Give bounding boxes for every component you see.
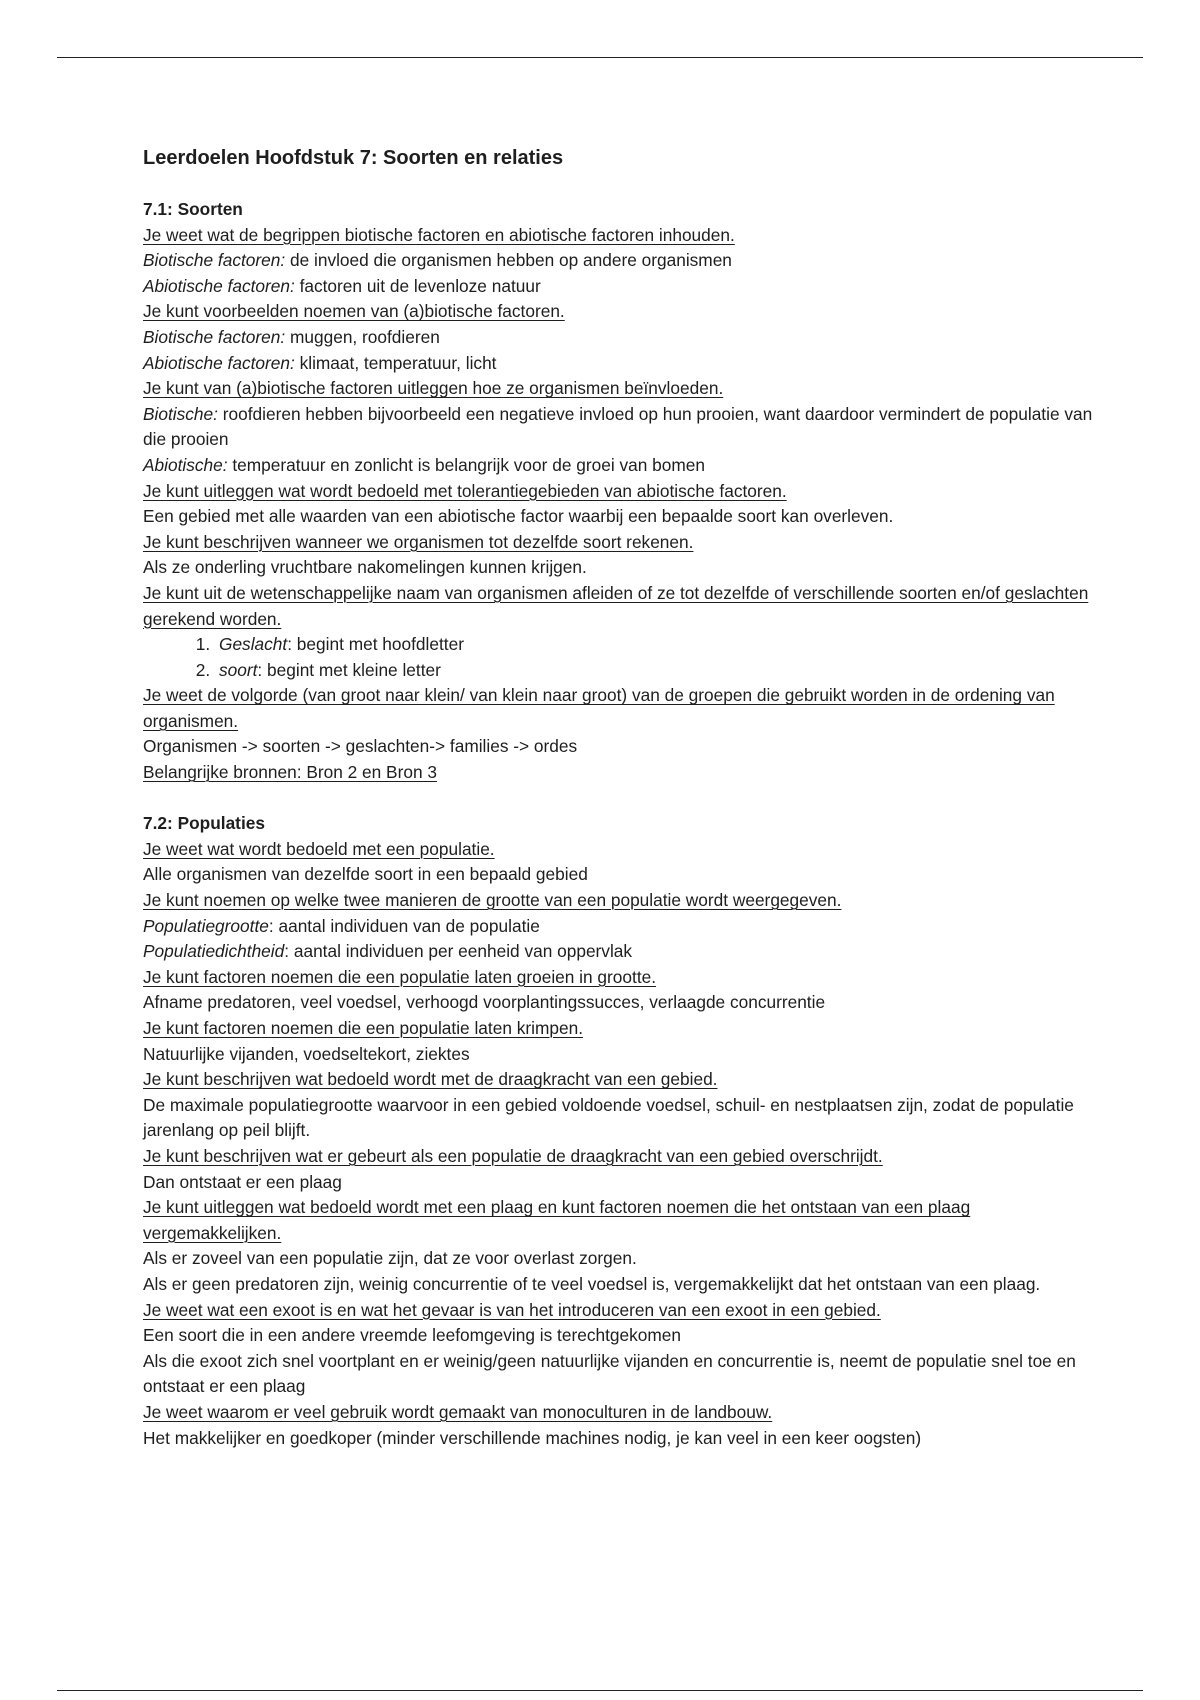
learning-goal — [143, 1016, 1103, 1042]
definition — [143, 402, 1103, 453]
learning-goal-text: Je kunt beschrijven wat er gebeurt als een populatie de draagkracht van een gebied overschrijdt. — [143, 1145, 883, 1166]
definition-term: Populatiegrootte — [143, 915, 269, 936]
footer-rule — [57, 1690, 1143, 1691]
definition-term: Abiotische factoren: — [143, 352, 295, 373]
answer-text: Als er zoveel van een populatie zijn, dat ze voor overlast zorgen. — [143, 1248, 637, 1269]
learning-goal-text: Je kunt uitleggen wat wordt bedoeld met tolerantiegebieden van abiotische factoren. — [143, 480, 787, 501]
answer-text: Afname predatoren, veel voedsel, verhoogd voorplantingssucces, verlaagde concurrentie — [143, 992, 826, 1013]
learning-goal — [143, 223, 1103, 249]
definition-text: roofdieren hebben bijvoorbeeld een negatieve invloed op hun prooien, want daardoor vermindert de populatie van die prooien — [143, 403, 1093, 450]
learning-goal — [143, 683, 1103, 734]
list-item-text: : begint met kleine letter — [257, 659, 441, 680]
learning-goal-text: Je kunt uit de wetenschappelijke naam van organismen afleiden of ze tot dezelfde of verschillende soorten en/of geslachten gerekend worden. — [143, 582, 1089, 629]
section-spacer — [143, 786, 1103, 812]
definition-text: temperatuur en zonlicht is belangrijk voor de groei van bomen — [227, 454, 705, 475]
answer-text: Organismen -> soorten -> geslachten-> families -> ordes — [143, 736, 578, 757]
definition-text: : aantal individuen per eenheid van oppervlak — [284, 941, 633, 962]
learning-goal-text: Je kunt van (a)biotische factoren uitleggen hoe ze organismen beïnvloeden. — [143, 378, 724, 399]
learning-goal-text: Je weet wat de begrippen biotische factoren en abiotische factoren inhouden. — [143, 224, 735, 245]
definition — [143, 453, 1103, 479]
learning-goal-text: Je weet wat een exoot is en wat het gevaar is van het introduceren van een exoot in een gebied. — [143, 1299, 881, 1320]
definition — [143, 939, 1103, 965]
learning-goal-text: Je weet wat wordt bedoeld met een populatie. — [143, 838, 495, 859]
learning-goal-text: Je weet de volgorde (van groot naar klein/ van klein naar groot) van de groepen die gebruikt worden in de ordening van organismen. — [143, 685, 1055, 731]
list-item-text: : begint met hoofdletter — [287, 634, 464, 655]
learning-goal — [143, 837, 1103, 863]
learning-goal — [143, 1195, 1103, 1246]
answer-text: De maximale populatiegrootte waarvoor in een gebied voldoende voedsel, schuil- en nestplaatsen zijn, zodat de populatie jarenlang op peil blijft. — [143, 1094, 1074, 1141]
learning-goal-text: Je kunt noemen op welke twee manieren de grootte van een populatie wordt weergegeven. — [143, 890, 842, 911]
section — [143, 197, 1103, 786]
definition-term: Abiotische: — [143, 454, 228, 475]
section-heading: 7.1: Soorten — [143, 199, 243, 219]
header-rule — [57, 57, 1143, 58]
learning-goal — [143, 760, 1103, 786]
learning-goal-text: Je kunt factoren noemen die een populatie laten krimpen. — [143, 1018, 583, 1038]
list-item-term: Geslacht — [219, 634, 288, 655]
sections-container — [143, 197, 1103, 1451]
answer-text: Als die exoot zich snel voortplant en er weinig/geen natuurlijke vijanden en concurrentie is, neemt de populatie snel toe en ontstaat er een plaag — [143, 1350, 1076, 1397]
definition-term: Biotische factoren: — [143, 326, 286, 347]
page-title: Leerdoelen Hoofdstuk 7: Soorten en relaties — [143, 147, 564, 169]
learning-goal — [143, 479, 1103, 505]
definition — [143, 325, 1103, 351]
answer-text: Natuurlijke vijanden, voedseltekort, ziektes — [143, 1043, 470, 1064]
definition-text: de invloed die organismen hebben op andere organismen — [285, 250, 732, 271]
definition-text: klimaat, temperatuur, licht — [294, 352, 497, 373]
list-item — [215, 632, 1103, 658]
answer-text: Alle organismen van dezelfde soort in een bepaald gebied — [143, 864, 588, 885]
learning-goal — [143, 965, 1103, 991]
section-heading: 7.2: Populaties — [143, 813, 265, 834]
definition-text: factoren uit de levenloze natuur — [294, 275, 541, 296]
learning-goal — [143, 1067, 1103, 1093]
definition-term: Abiotische factoren: — [143, 275, 295, 296]
definition-text: : aantal individuen van de populatie — [268, 915, 540, 936]
document-body — [143, 140, 1103, 1451]
learning-goal-text: Je kunt uitleggen wat bedoeld wordt met een plaag en kunt factoren noemen die het ontstaan van een plaag vergemakkelijken. — [143, 1197, 971, 1243]
learning-goal — [143, 530, 1103, 556]
learning-goal — [143, 376, 1103, 402]
learning-goal-text: Je weet waarom er veel gebruik wordt gemaakt van monoculturen in de landbouw. — [143, 1401, 773, 1422]
learning-goal-text: Je kunt voorbeelden noemen van (a)biotische factoren. — [143, 301, 565, 322]
answer-text: Als er geen predatoren zijn, weinig concurrentie of te veel voedsel is, vergemakkelijkt dat het ontstaan van een plaag. — [143, 1273, 1041, 1294]
definition-text: muggen, roofdieren — [285, 326, 440, 347]
learning-goal — [143, 1400, 1103, 1426]
definition — [143, 248, 1103, 274]
answer-text: Het makkelijker en goedkoper (minder verschillende machines nodig, je kan veel in een keer oogsten) — [143, 1427, 922, 1448]
learning-goal — [143, 1298, 1103, 1324]
list-item — [215, 658, 1103, 684]
answer-text: Een gebied met alle waarden van een abiotische factor waarbij een bepaalde soort kan overleven. — [143, 506, 894, 527]
definition — [143, 274, 1103, 300]
learning-goal-text: Je kunt factoren noemen die een populatie laten groeien in grootte. — [143, 966, 657, 987]
section — [143, 811, 1103, 1451]
learning-goal-text: Je kunt beschrijven wat bedoeld wordt met de draagkracht van een gebied. — [143, 1069, 718, 1090]
learning-goal — [143, 299, 1103, 325]
learning-goal — [143, 581, 1103, 632]
definition — [143, 914, 1103, 940]
answer-text: Als ze onderling vruchtbare nakomelingen kunnen krijgen. — [143, 557, 587, 578]
definition-term: Populatiedichtheid — [143, 941, 285, 962]
learning-goal-text: Je kunt beschrijven wanneer we organismen tot dezelfde soort rekenen. — [143, 531, 694, 552]
list-item-term: soort — [219, 659, 258, 680]
numbered-list — [143, 632, 1103, 683]
learning-goal-text: Belangrijke bronnen: Bron 2 en Bron 3 — [143, 762, 437, 783]
learning-goal — [143, 1144, 1103, 1170]
definition-term: Biotische: — [143, 403, 218, 424]
answer-text: Dan ontstaat er een plaag — [143, 1171, 342, 1192]
definition-term: Biotische factoren: — [143, 250, 286, 271]
definition — [143, 351, 1103, 377]
answer-text: Een soort die in een andere vreemde leefomgeving is terechtgekomen — [143, 1325, 681, 1346]
learning-goal — [143, 888, 1103, 914]
